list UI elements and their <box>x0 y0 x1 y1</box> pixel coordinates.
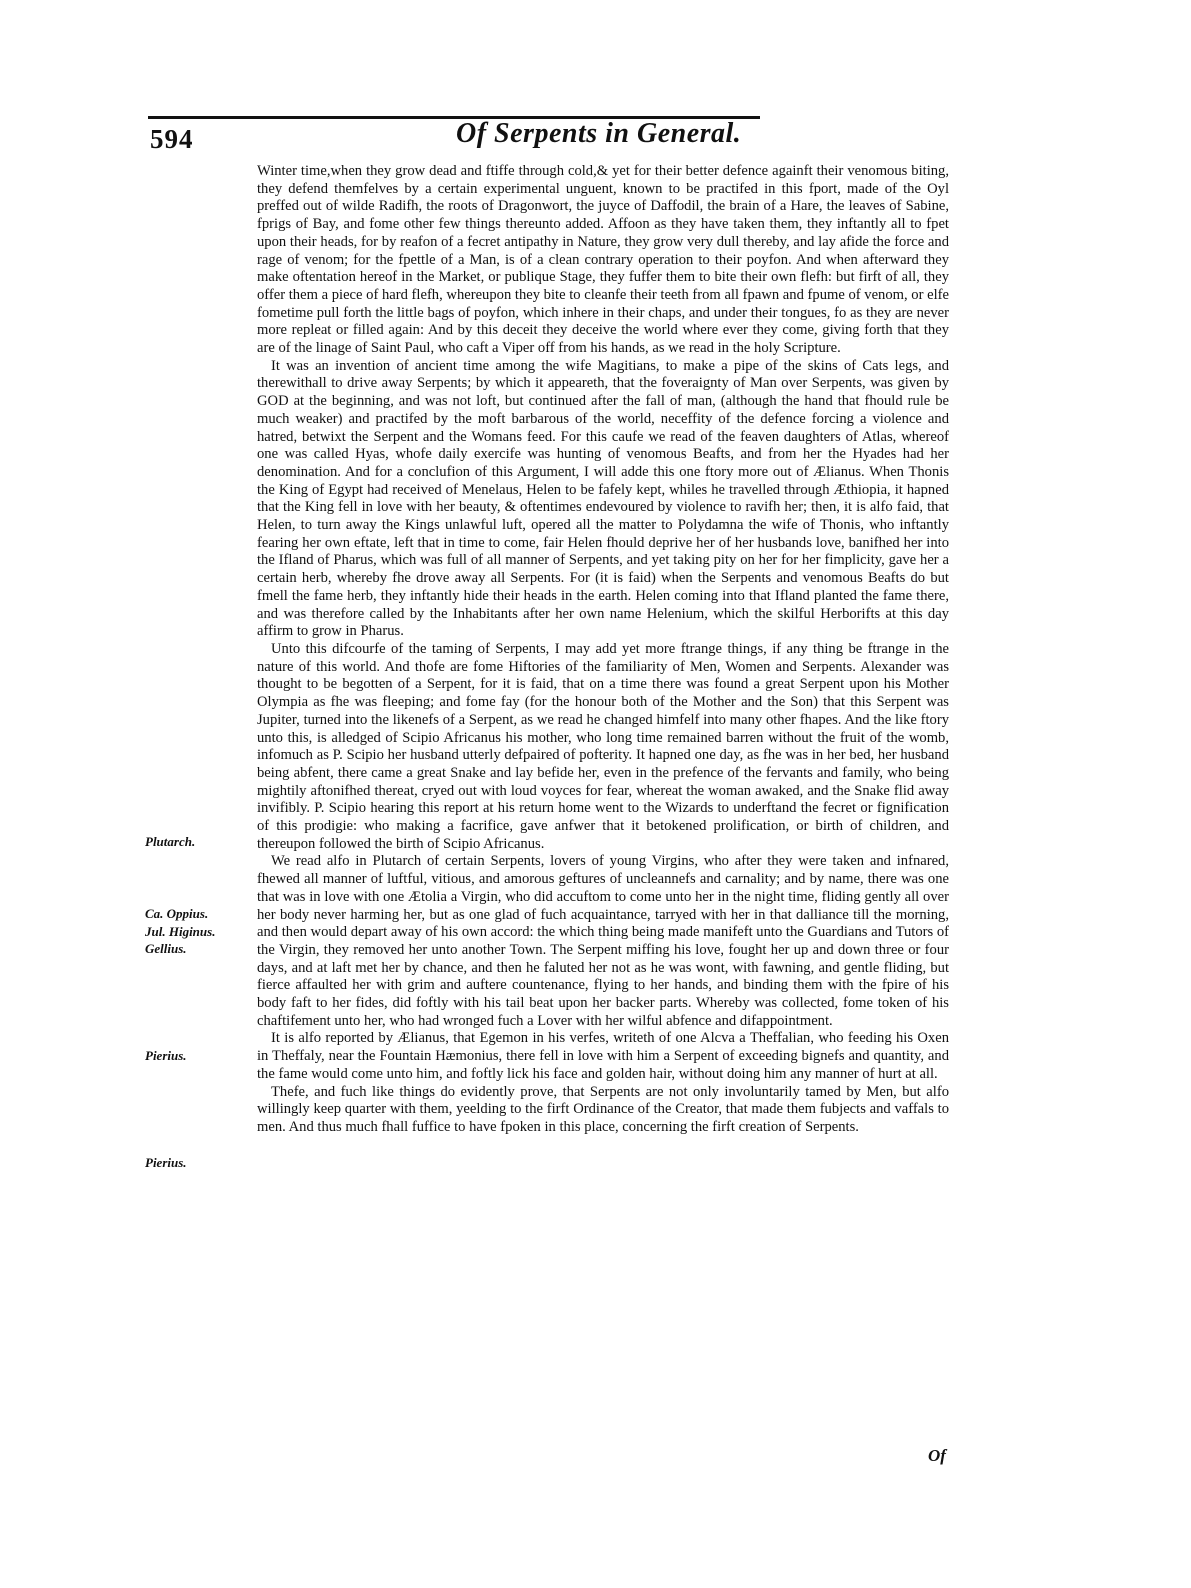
catchword: Of <box>928 1446 946 1465</box>
marginal-note: Gellius. <box>145 941 187 956</box>
paragraph: Winter time,when they grow dead and ftiffe through cold,& yet for their better defence againft their venomous biting, they defend themfelves by a certain experimental unguent, known to be practifed in this fport, made of the Oyl preffed out of wilde Radifh, the roots of Dragonwort, the juyce of Daffodil, the brain of a Hare, the leaves of Sabine, fprigs of Bay, and fome other few things thereunto added. Affoon as they have taken them, they inftantly all to fpet upon their heads, for by reafon of a fecret antipathy in Nature, they grow very dull thereby, and lay afide the force and rage of venom; for the fpettle of a Man, is of a clean contrary operation to their poyfon. And when afterward they make oftentation hereof in the Market, or publique Stage, they fuffer them to bite their own flefh: but firft of all, they offer them a piece of hard flefh, whereupon they bite to cleanfe their teeth from all fpawn and fpume of venom, or elfe fometime pull forth the little bags of poyfon, which inhere in their chaps, and under their tongues, fo as they are never more repleat or filled again: And by this deceit they deceive the world where ever they come, giving forth that they are of the linage of Saint Paul, who caft a Viper off from his hands, as we read in the holy Scripture. <box>257 163 949 357</box>
marginal-note: Pierius. <box>145 1048 187 1063</box>
body-text <box>257 163 949 1137</box>
paragraph: It is alfo reported by Ælianus, that Egemon in his verfes, writeth of one Alcva a Theffalian, who feeding his Oxen in Theffaly, near the Fountain Hæmonius, there fell in love with him a Serpent of exceeding bignefs and quantity, and the fame would come unto him, and foftly lick his face and golden hair, without doing him any manner of hurt at all. <box>257 1030 949 1082</box>
paragraph: Thefe, and fuch like things do evidently prove, that Serpents are not only involuntarily tamed by Men, but alfo willingly keep quarter with them, yeelding to the firft Ordinance of the Creator, that made them fubjects and vaffals to men. And thus much fhall fuffice to have fpoken in this place, concerning the firft creation of Serpents. <box>257 1083 949 1135</box>
marginal-note: Pierius. <box>145 1155 187 1170</box>
page-number: 594 <box>150 124 194 154</box>
paragraph: Unto this difcourfe of the taming of Serpents, I may add yet more ftrange things, if any thing be ftrange in the nature of this world. And thofe are fome Hiftories of the familiarity of Men, Women and Serpents. Alexander was thought to be begotten of a Serpent, for it is faid, that on a time there was found a great Serpent upon his Mother Olympia as fhe was fleeping; and fome fay (for the honour both of the Mother and the Son) that this Serpent was Jupiter, turned into the likenefs of a Serpent, as we read he changed himfelf into many other fhapes. And the like ftory unto this, is alledged of Scipio Africanus his mother, who long time remained barren without the fruit of the womb, infomuch as P. Scipio her husband utterly defpaired of pofterity. It hapned one day, as fhe was in her bed, her husband being abfent, there came a great Snake and lay befide her, even in the prefence of the fervants and family, who being mightily aftonifhed thereat, cryed out with loud voyces for fear, whereat the woman awaked, and the Snake flid away invifibly. P. Scipio hearing this report at his return home went to the Wizards to underftand the fecret or fignification of this prodigie: who making a facrifice, gave anfwer that it betokened prolification, or birth of children, and thereupon followed the birth of Scipio Africanus. <box>257 640 949 852</box>
marginal-note: Plutarch. <box>145 834 196 849</box>
running-title: Of Serpents in General. <box>456 118 742 149</box>
marginal-note: Jul. Higinus. <box>145 924 216 939</box>
paragraph: We read alfo in Plutarch of certain Serpents, lovers of young Virgins, who after they were taken and infnared, fhewed all manner of luftful, vitious, and amorous geftures of uncleannefs and carnality; and by name, there was one that was in love with one Ætolia a Virgin, who did accuftom to come unto her in the night time, fliding gently all over her body never harming her, but as one glad of fuch acquaintance, tarryed with her in that dalliance till the morning, and then would depart away of his own accord: the which thing being made manifeft unto the Guardians and Tutors of the Virgin, they removed her unto another Town. The Serpent miffing his love, fought her up and down three or four days, and at laft met her by chance, and then he faluted her not as he was wont, with fawning, and gentle fliding, but fierce affaulted her with grim and auftere countenance, flying to her hands, and binding them with the fpire of his body faft to her fides, did foftly with his tail beat upon her backer parts. Whereby was collected, fome token of his chaftifement unto her, who had wronged fuch a Lover with her wilful abfence and difappointment. <box>257 853 949 1029</box>
marginal-note: Ca. Oppius. <box>145 906 209 921</box>
paragraph: It was an invention of ancient time among the wife Magitians, to make a pipe of the skins of Cats legs, and therewithall to drive away Serpents; by which it appeareth, that the foveraignty of Man over Serpents, was given by GOD at the beginning, and was not loft, but continued after the fall of man, (although the hand that fhould rule be much weaker) and practifed by the moft barbarous of the world, neceffity of the defence forcing a violence and hatred, betwixt the Serpent and the Womans feed. For this caufe we read of the feaven daughters of Atlas, whereof one was called Hyas, whofe daily exercife was hunting of venomous Beafts, and from her the Hyades had her denomination. And for a conclufion of this Argument, I will adde this one ftory more out of Ælianus. When Thonis the King of Egypt had received of Menelaus, Helen to be fafely kept, whiles he travelled through Æthiopia, it hapned that the King fell in love with her beauty, & oftentimes endevoured by violence to ravifh her; then, it is alfo faid, that Helen, to turn away the Kings unlawful luft, opered all the matter to Polydamna the wife of Thonis, who inftantly fearing her own eftate, left that in time to come, fair Helen fhould deprive her of her husbands love, banifhed her into the Ifland of Pharus, which was full of all manner of Serpents, and yet taking pity on her for her fimplicity, gave her a certain herb, whereby fhe drove away all Serpents. For (it is faid) when the Serpents and venomous Beafts do but fmell the fame herb, they inftantly hide their heads in the earth. Helen coming into that Ifland planted the fame there, and was therefore called by the Inhabitants after her own name Helenium, which the skilful Herborifts at this day affirm to grow in Pharus. <box>257 357 949 640</box>
